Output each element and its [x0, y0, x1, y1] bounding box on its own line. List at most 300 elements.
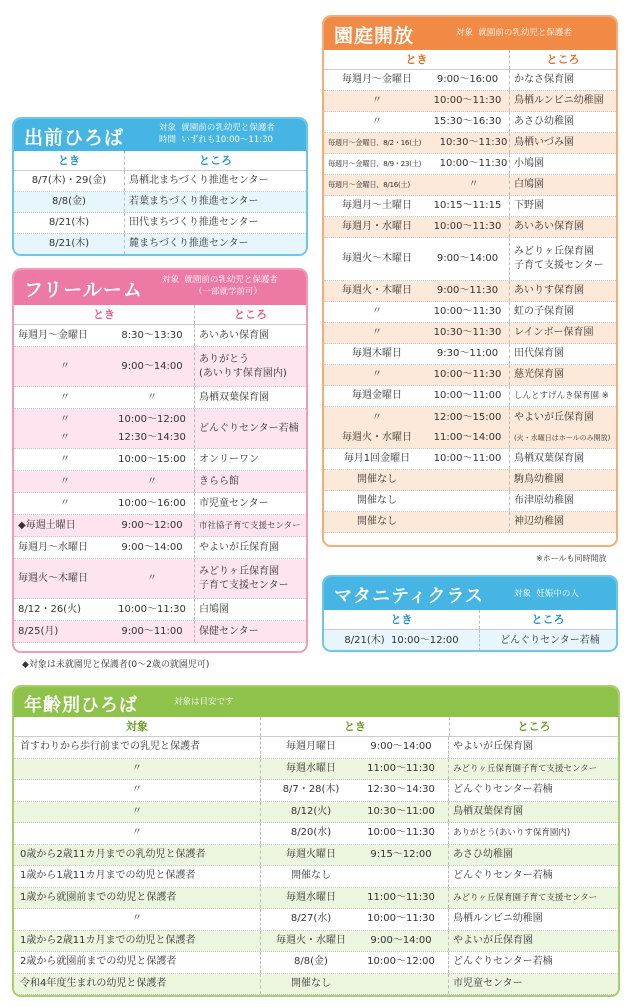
free-where-name: 白鳩園 [199, 603, 229, 615]
teien-when [324, 344, 509, 364]
teien-section [322, 15, 618, 547]
free-when-line [18, 432, 194, 444]
teien-where [509, 449, 616, 469]
teien-where [509, 491, 616, 511]
teien-where [509, 302, 616, 322]
age-target: 令和4年度生まれの幼児と保護者 [20, 977, 167, 989]
free-where [194, 471, 306, 492]
teien-day: 〃 [372, 327, 382, 338]
demae-where: 若葉まちづくり推進センター [124, 192, 306, 212]
demae-table [14, 171, 306, 255]
table-row [14, 759, 618, 781]
table-row [324, 365, 616, 386]
teien-where [509, 238, 616, 280]
free-day: 〃 [60, 391, 70, 403]
teien-time: 10:30～11:30 [439, 137, 508, 148]
teien-where-sub: 子育て支援センター [514, 260, 604, 271]
teien-where-name: 鳥栖いづみ園 [514, 137, 574, 148]
teien-where [509, 133, 616, 153]
teien-title: 園庭開放 [334, 25, 415, 47]
teien-time: 15:30～16:30 [433, 116, 502, 127]
teien-where [509, 175, 616, 195]
age-time: 9:00～14:00 [370, 741, 432, 753]
free-where-sub: (あいりす保育園内) [199, 367, 287, 379]
table-row [14, 802, 618, 824]
table-row [14, 449, 306, 471]
age-target: 〃 [132, 913, 142, 925]
teien-time: 10:00～11:00 [433, 390, 502, 401]
age-day: 8/12(火) [290, 805, 332, 817]
demae-hiroba-section [12, 117, 308, 256]
free-day: 8/12・26(火) [18, 603, 81, 615]
free-when [14, 387, 194, 408]
age-time: 11:00～11:30 [367, 891, 435, 903]
demae-title: 出前ひろば [24, 127, 125, 149]
teien-day: 〃 [372, 306, 382, 317]
free-when [14, 471, 194, 492]
free-when [14, 515, 194, 536]
teien-where-name: 駒鳥幼稚園 [514, 474, 564, 485]
teien-when-line [328, 327, 509, 339]
teien-when-line [328, 179, 509, 191]
age-where: 鳥栖ルンビニ幼稚園 [448, 909, 618, 930]
teien-time: 10:00～11:30 [433, 369, 502, 380]
teien-where-name: レインボー保育園 [514, 327, 594, 338]
free-where-name: どんぐりセンター若楠 [199, 422, 299, 434]
teien-where [509, 386, 616, 406]
age-target: 2歳から就園前までの幼児と保護者 [20, 956, 177, 968]
free-when-line [18, 604, 194, 616]
free-day: ◆毎週土曜日 [18, 519, 76, 531]
teien-when-line [328, 158, 509, 170]
teien-when-line [328, 200, 509, 212]
age-time: 9:15～12:00 [370, 848, 432, 860]
teien-where-name: 小鳩園 [514, 158, 544, 169]
free-col-where: ところ [194, 305, 306, 324]
free-where [194, 325, 306, 346]
teien-when-line [328, 369, 509, 381]
teien-day: 〃 [372, 411, 382, 423]
table-row [324, 323, 616, 344]
free-where [194, 559, 306, 598]
free-day: 毎週月～金曜日 [18, 329, 88, 341]
teien-when-line [328, 285, 509, 297]
teien-when-line [328, 116, 509, 128]
free-time: 10:00～15:00 [118, 453, 186, 465]
teien-where [509, 154, 616, 174]
teien-when-line [328, 453, 509, 465]
age-column-header [14, 717, 618, 737]
free-day: 〃 [60, 431, 70, 443]
teien-where [509, 217, 616, 237]
table-row [14, 171, 306, 192]
free-where [194, 599, 306, 620]
table-row [324, 449, 616, 470]
teien-day: 毎週金曜日 [352, 390, 402, 401]
table-row [14, 931, 618, 953]
table-row [324, 112, 616, 133]
free-time: 〃 [147, 572, 157, 584]
teien-day: 毎週木曜日 [352, 348, 402, 359]
free-where [194, 515, 306, 536]
teien-day: 毎週月・水曜日 [342, 221, 412, 232]
teien-time: 9:00～11:30 [436, 285, 499, 296]
teien-where [509, 196, 616, 216]
age-when [260, 759, 448, 780]
teien-when [324, 91, 509, 111]
teien-time: 10:00～11:30 [433, 306, 502, 317]
table-row [14, 471, 306, 493]
maternity-col-when: とき [390, 613, 413, 626]
age-where: みどりヶ丘保育園子育て支援センター [448, 759, 618, 780]
free-time: 10:00～12:00 [118, 413, 186, 425]
age-when [260, 780, 448, 801]
teien-where-name: 神辺幼稚園 [514, 516, 564, 527]
teien-day: 毎週月～土曜日 [342, 200, 412, 211]
teien-when [324, 407, 509, 448]
free-target-sub: （一部就学前可） [194, 287, 263, 297]
table-row [14, 537, 306, 559]
free-when-line [18, 626, 194, 638]
age-day: 毎週水曜日 [286, 762, 336, 774]
table-row [14, 192, 306, 213]
free-when-line [18, 330, 194, 342]
table-row [14, 780, 618, 802]
teien-when [324, 196, 509, 216]
free-day: 〃 [60, 453, 70, 465]
teien-time: 10:00～11:30 [439, 158, 508, 169]
free-where-name: オンリーワン [199, 453, 259, 465]
table-row [14, 888, 618, 910]
teien-where [509, 407, 616, 448]
teien-when-line [328, 516, 509, 528]
free-when-line [18, 361, 194, 373]
teien-where [509, 91, 616, 111]
teien-day: 毎週月～金曜日 [342, 74, 412, 85]
age-when [260, 909, 448, 930]
teien-when-line [328, 221, 509, 233]
table-row [324, 133, 616, 154]
age-where: どんぐりセンター若楠 [448, 952, 618, 973]
teien-header [324, 17, 616, 50]
table-row [14, 737, 618, 759]
table-row [324, 217, 616, 238]
age-target: 〃 [132, 762, 142, 774]
table-row [14, 909, 618, 931]
teien-when-line [328, 74, 509, 86]
teien-where-name: かなさ保育園 [514, 74, 574, 85]
free-when-line [18, 414, 194, 426]
free-where-name: 保健センター [199, 625, 259, 637]
teien-where-name: 布津原幼稚園 [514, 495, 574, 506]
age-where: 市児童センター [448, 974, 618, 995]
table-row [14, 409, 306, 449]
free-when-line [18, 454, 194, 466]
free-when [14, 347, 194, 386]
teien-where-name: やよいが丘保育園 [514, 411, 594, 423]
age-where: あさひ幼稚園 [448, 845, 618, 866]
free-where-name: ありがとう [199, 353, 249, 365]
age-day: 開催なし [291, 870, 331, 882]
teien-where [509, 365, 616, 385]
demae-col-when: とき [58, 154, 80, 167]
free-time: 8:30～13:30 [121, 329, 183, 341]
teien-where-name: あいあい保育園 [514, 221, 584, 232]
age-target: 首すわりから歩行前までの乳児と保護者 [20, 741, 200, 753]
free-when-line [18, 392, 194, 404]
free-column-header [14, 305, 306, 325]
table-row [324, 196, 616, 217]
teien-when-line [328, 474, 509, 486]
age-col-where: ところ [449, 717, 618, 736]
age-where: やよいが丘保育園 [448, 737, 618, 758]
teien-where-name: 白鳩園 [514, 179, 544, 190]
table-row [324, 70, 616, 91]
demae-when: 8/21(木) [48, 217, 90, 228]
age-hiroba-section [12, 685, 620, 997]
teien-where-name: あいりす保育園 [514, 285, 584, 296]
free-time: 12:30～14:30 [118, 431, 186, 443]
demae-col-where: ところ [124, 151, 306, 170]
age-day: 毎週火曜日 [286, 848, 336, 860]
free-day: 毎週月～水曜日 [18, 541, 88, 553]
teien-time: 10:00～11:00 [433, 453, 502, 464]
age-time: 11:00～11:30 [367, 762, 435, 774]
demae-target: 対象 就園前の乳幼児と保護者 [159, 123, 275, 133]
table-row [324, 512, 616, 533]
maternity-column-header [324, 610, 616, 630]
table-row [14, 559, 306, 599]
age-day: 8/8(金) [294, 956, 328, 968]
age-day: 毎週水曜日 [286, 891, 336, 903]
age-col-target: 対象 [126, 720, 148, 733]
free-where-name: みどりヶ丘保育園 [199, 565, 279, 577]
free-when [14, 493, 194, 514]
free-when [14, 409, 194, 448]
teien-when [324, 281, 509, 301]
teien-when [324, 365, 509, 385]
free-when-line [18, 520, 194, 532]
teien-table [324, 70, 616, 533]
teien-when-line [328, 253, 509, 265]
free-time: 10:00～11:30 [118, 603, 186, 615]
table-row [14, 387, 306, 409]
free-table [14, 325, 306, 643]
teien-where [509, 323, 616, 343]
table-row [324, 344, 616, 365]
teien-when [324, 491, 509, 511]
teien-day: 〃 [372, 369, 382, 380]
teien-when-line [328, 412, 509, 424]
table-row [14, 213, 306, 234]
teien-day: 開催なし [357, 516, 397, 527]
free-time: 〃 [147, 475, 157, 487]
age-day: 8/27(水) [290, 913, 332, 925]
teien-day: 毎週火・木曜日 [342, 285, 412, 296]
free-time: 9:00～11:00 [121, 625, 183, 637]
table-row [324, 302, 616, 323]
table-row [14, 952, 618, 974]
teien-when [324, 470, 509, 490]
teien-time: 9:00～14:00 [436, 253, 499, 264]
age-when [260, 737, 448, 758]
age-when [260, 845, 448, 866]
free-where [194, 409, 306, 448]
age-note: 対象は目安です [174, 697, 234, 707]
table-row [14, 845, 618, 867]
table-row [324, 470, 616, 491]
teien-day: 開催なし [357, 495, 397, 506]
teien-time: 〃 [468, 179, 479, 190]
table-row [324, 238, 616, 281]
age-time: 10:00～11:30 [367, 913, 435, 925]
teien-col-when: とき [405, 53, 428, 66]
age-when [260, 823, 448, 844]
teien-time: 11:00～14:00 [433, 431, 502, 443]
free-day: 〃 [60, 475, 70, 487]
demae-header [14, 119, 306, 151]
teien-where-name: 鳥栖ルンビニ幼稚園 [514, 95, 604, 106]
maternity-row [324, 630, 616, 651]
free-where [194, 621, 306, 642]
teien-when [324, 302, 509, 322]
teien-day: 毎週月～金曜日、8/16(土) [328, 180, 410, 189]
age-when [260, 802, 448, 823]
free-when-line [18, 498, 194, 510]
free-when [14, 621, 194, 642]
teien-when [324, 70, 509, 90]
age-day: 開催なし [291, 977, 331, 989]
age-header [14, 687, 618, 717]
table-row [14, 347, 306, 387]
teien-day: 毎週月～金曜日、8/2・16(土) [328, 138, 422, 147]
demae-where: 麓まちづくり推進センター [124, 234, 306, 254]
free-where [194, 449, 306, 470]
free-title: フリールーム [24, 279, 143, 301]
teien-where-name: 田代保育園 [514, 348, 564, 359]
age-target: 1歳から就園前までの幼児と保護者 [20, 891, 177, 903]
teien-time: 12:00～15:00 [433, 411, 502, 423]
free-when-line [18, 573, 194, 585]
maternity-title: マタニティクラス [334, 586, 485, 607]
free-when [14, 537, 194, 558]
maternity-target: 対象 妊娠中の人 [514, 589, 579, 599]
teien-day: 毎週月～金曜日、8/9・23(土) [328, 159, 422, 168]
free-when [14, 599, 194, 620]
teien-time: 10:30～11:30 [433, 327, 502, 338]
table-row [14, 866, 618, 888]
age-when [260, 931, 448, 952]
free-day: 毎週火～木曜日 [18, 572, 88, 584]
teien-time: 9:00～16:00 [436, 74, 499, 85]
free-when-line [18, 542, 194, 554]
teien-where-name: 鳥栖双葉保育園 [514, 453, 584, 464]
teien-day: 毎月1回金曜日 [343, 453, 411, 464]
teien-when [324, 386, 509, 406]
free-day: 8/25(月) [18, 625, 59, 637]
maternity-when: 8/21(木) 10:00～12:00 [344, 634, 459, 646]
free-where-name: 市児童センター [199, 497, 269, 509]
teien-where-name: 虹の子保育園 [514, 306, 574, 317]
teien-when-line [328, 95, 509, 107]
demae-when: 8/21(木) [48, 238, 90, 249]
table-row [324, 154, 616, 175]
age-time: 10:00～11:30 [367, 827, 435, 839]
demae-where: 田代まちづくり推進センター [124, 213, 306, 233]
teien-where [509, 344, 616, 364]
free-day: 〃 [60, 413, 70, 425]
teien-where [509, 112, 616, 132]
teien-where-name: みどりヶ丘保育園 [514, 246, 594, 257]
age-where: どんぐりセンター若楠 [448, 780, 618, 801]
maternity-col-where: ところ [479, 610, 616, 629]
teien-where-name: あさひ幼稚園 [514, 116, 574, 127]
free-where-name: 市社協子育て支援センター [199, 520, 301, 531]
age-day: 8/20(水) [290, 827, 332, 839]
teien-time: 10:00～11:30 [433, 95, 502, 106]
free-where-name: やよいが丘保育園 [199, 541, 279, 553]
age-time: 10:30～11:00 [367, 805, 435, 817]
teien-day: 毎週火・水曜日 [342, 431, 412, 443]
teien-time: 10:15～11:15 [433, 200, 502, 211]
demae-column-header [14, 151, 306, 171]
teien-when [324, 175, 509, 195]
free-where-name: きらら館 [199, 475, 239, 487]
table-row [14, 621, 306, 643]
demae-when: 8/8(金) [52, 196, 86, 207]
demae-time: 時間 いずれも10:00～11:30 [159, 135, 273, 145]
teien-where-name: しんとすげんき保育園 ※ [514, 391, 609, 401]
table-row [14, 599, 306, 621]
teien-when [324, 217, 509, 237]
teien-day: 〃 [372, 116, 382, 127]
age-where: 鳥栖双葉保育園 [448, 802, 618, 823]
free-when [14, 449, 194, 470]
age-target: 0歳から2歳11カ月までの乳幼児と保護者 [20, 848, 206, 860]
teien-where [509, 70, 616, 90]
free-where-name: あいあい保育園 [199, 329, 269, 341]
teien-time: 9:30～11:00 [436, 348, 499, 359]
age-target: 1歳から1歳11カ月までの幼児と保護者 [20, 870, 196, 882]
table-row [324, 386, 616, 407]
age-day: 毎週月曜日 [286, 741, 336, 753]
age-target: 〃 [132, 784, 142, 796]
age-col-when: とき [260, 717, 449, 736]
teien-when [324, 154, 509, 174]
maternity-header [324, 577, 616, 610]
teien-when [324, 512, 509, 532]
teien-when-line [328, 137, 509, 149]
age-when [260, 974, 448, 995]
teien-where-sub: (火・水曜日はホールのみ開放) [514, 433, 611, 442]
teien-when-line [328, 432, 509, 444]
teien-day: 毎週火～木曜日 [342, 253, 412, 264]
age-day: 毎週火・水曜日 [276, 934, 346, 946]
teien-when [324, 133, 509, 153]
free-time: 9:00～14:00 [121, 541, 183, 553]
teien-where [509, 512, 616, 532]
teien-target: 対象 就園前の乳幼児と保護者 [456, 28, 572, 38]
teien-footnote: ※ホールも同時開放 [536, 554, 607, 563]
free-room-section [12, 268, 308, 653]
age-day: 8/7・28(木) [282, 784, 340, 796]
age-time: 12:30～14:30 [367, 784, 435, 796]
table-row [14, 515, 306, 537]
free-col-when: とき [93, 308, 115, 321]
free-where [194, 387, 306, 408]
age-where: ありがとう(あいりす保育園内) [448, 823, 618, 844]
table-row [14, 325, 306, 347]
